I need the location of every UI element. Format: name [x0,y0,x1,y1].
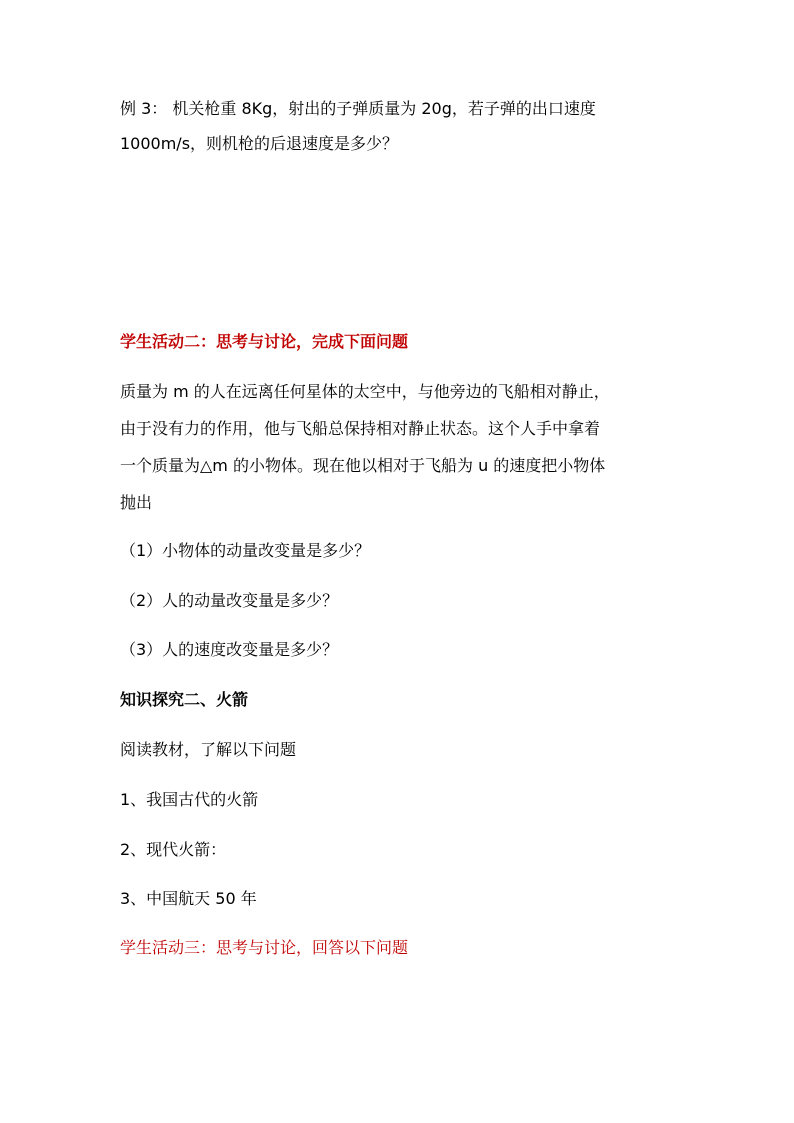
activity2-question-1: （1）小物体的动量改变量是多少？ [120,541,371,560]
activity2-paragraph-line3: 一个质量为△m 的小物体。现在他以相对于飞船为 u 的速度把小物体 [120,456,606,475]
activity2-paragraph-line2: 由于没有力的作用，他与飞船总保持相对静止状态。这个人手中拿着 [120,419,601,438]
example3-line2: 1000m/s，则机枪的后退速度是多少？ [120,134,399,153]
activity2-question-3: （3）人的速度改变量是多少？ [120,640,339,659]
activity2-paragraph-line4: 抛出 [120,493,153,512]
activity3-heading: 学生活动三：思考与讨论，回答以下问题 [120,938,409,957]
inquiry2-intro: 阅读教材，了解以下问题 [120,740,297,759]
activity2-question-2: （2）人的动量改变量是多少？ [120,591,339,610]
inquiry2-item-1: 1、我国古代的火箭 [120,790,259,809]
example3-line1: 例 3： 机关枪重 8Kg，射出的子弹质量为 20g，若子弹的出口速度 [120,99,596,118]
activity2-heading: 学生活动二：思考与讨论，完成下面问题 [120,332,409,351]
inquiry2-item-2: 2、现代火箭： [120,840,227,859]
inquiry2-heading: 知识探究二、火箭 [120,690,249,709]
activity2-paragraph-line1: 质量为 m 的人在远离任何星体的太空中，与他旁边的飞船相对静止， [120,382,610,401]
inquiry2-item-3: 3、中国航天 50 年 [120,889,257,908]
